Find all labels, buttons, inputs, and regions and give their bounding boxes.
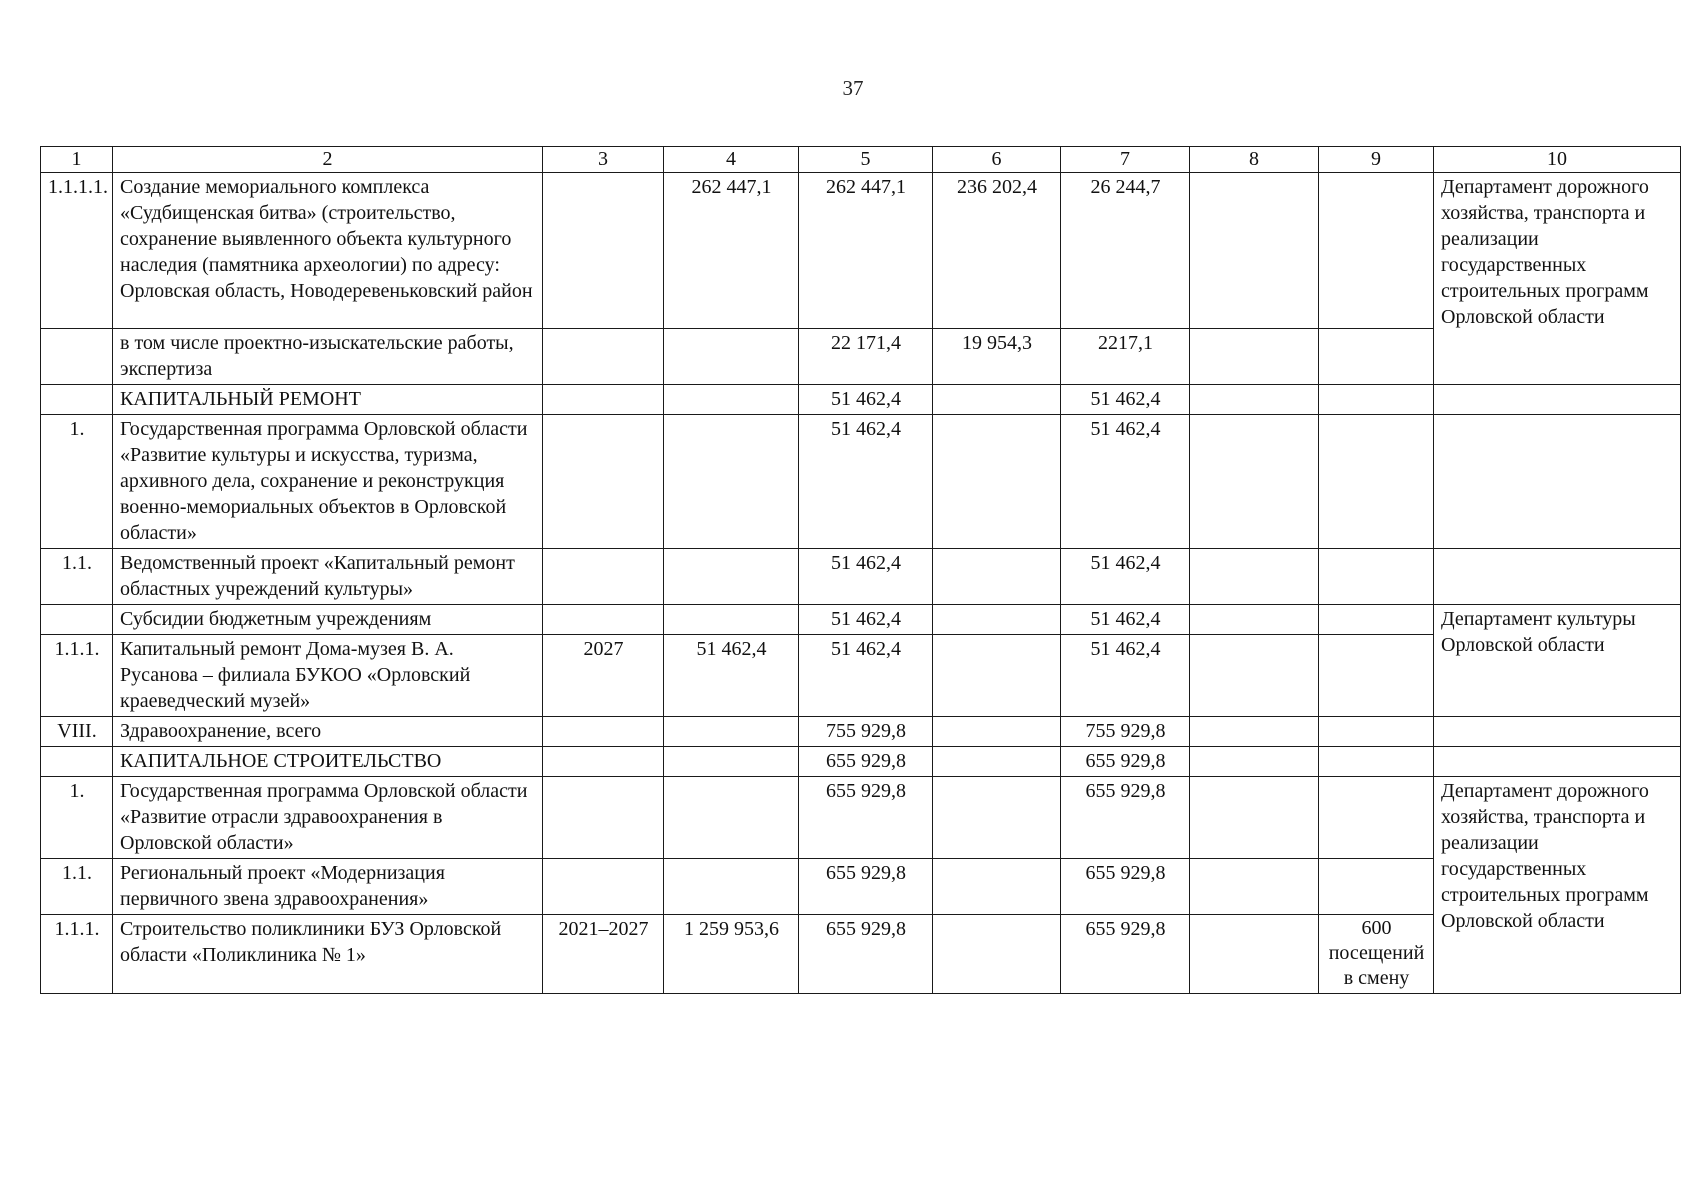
cell-col6 [933, 635, 1061, 717]
header-cell: 7 [1061, 147, 1190, 173]
cell-col10 [1434, 415, 1681, 549]
row-number: 1.1.1. [41, 915, 113, 994]
cell-col6 [933, 717, 1061, 747]
cell-col10 [1434, 385, 1681, 415]
table-row [41, 415, 1681, 549]
cell-col4 [664, 415, 799, 549]
cell-col5: 22 171,4 [799, 329, 933, 385]
row-name: Создание мемориального комплекса «Судбищенская битва» (строительство, сохранение выявленного объекта культурного наследия (памятника археологии) по адресу: Орловская область, Новодеревеньковский район [113, 173, 543, 329]
cell-col9 [1319, 415, 1434, 549]
row-number: 1. [41, 777, 113, 859]
cell-col3 [543, 329, 664, 385]
cell-col8 [1190, 549, 1319, 605]
cell-col4 [664, 385, 799, 415]
cell-col9 [1319, 605, 1434, 635]
row-number: VIII. [41, 717, 113, 747]
header-cell: 4 [664, 147, 799, 173]
table-row [41, 173, 1681, 329]
cell-col4: 262 447,1 [664, 173, 799, 329]
row-name: в том числе проектно-изыскательские работы, экспертиза [113, 329, 543, 385]
cell-col8 [1190, 635, 1319, 717]
row-number: 1.1. [41, 549, 113, 605]
row-number [41, 385, 113, 415]
header-cell: 2 [113, 147, 543, 173]
header-cell: 9 [1319, 147, 1434, 173]
responsible-department: Департамент дорожного хозяйства, транспорта и реализации государственных строительных программ Орловской области [1434, 173, 1681, 385]
cell-col5: 51 462,4 [799, 605, 933, 635]
cell-col9 [1319, 173, 1434, 329]
row-name: Капитальный ремонт Дома-музея В. А. Русанова – филиала БУКОО «Орловский краеведческий музей» [113, 635, 543, 717]
cell-col5: 655 929,8 [799, 915, 933, 994]
responsible-department: Департамент культуры Орловской области [1434, 605, 1681, 717]
cell-col4 [664, 859, 799, 915]
cell-col3 [543, 173, 664, 329]
cell-col6 [933, 605, 1061, 635]
cell-col10 [1434, 717, 1681, 747]
cell-col4 [664, 747, 799, 777]
row-name: Строительство поликлиники БУЗ Орловской области «Поликлиника № 1» [113, 915, 543, 994]
row-name: КАПИТАЛЬНЫЙ РЕМОНТ [113, 385, 543, 415]
cell-col6 [933, 859, 1061, 915]
cell-col7: 755 929,8 [1061, 717, 1190, 747]
table-row [41, 385, 1681, 415]
cell-col3: 2021–2027 [543, 915, 664, 994]
cell-col7: 655 929,8 [1061, 747, 1190, 777]
cell-col7: 655 929,8 [1061, 915, 1190, 994]
cell-col9 [1319, 777, 1434, 859]
cell-col9 [1319, 385, 1434, 415]
cell-col9 [1319, 635, 1434, 717]
cell-col4: 1 259 953,6 [664, 915, 799, 994]
row-name: Ведомственный проект «Капитальный ремонт областных учреждений культуры» [113, 549, 543, 605]
cell-col6 [933, 777, 1061, 859]
row-name: Государственная программа Орловской области «Развитие культуры и искусства, туризма, архивного дела, сохранение и реконструкция военно-мемориальных объектов в Орловской области» [113, 415, 543, 549]
row-name: Региональный проект «Модернизация первичного звена здравоохранения» [113, 859, 543, 915]
row-number: 1. [41, 415, 113, 549]
cell-col5: 755 929,8 [799, 717, 933, 747]
cell-col5: 262 447,1 [799, 173, 933, 329]
table-row [41, 777, 1681, 859]
cell-col3 [543, 549, 664, 605]
cell-col6 [933, 385, 1061, 415]
row-name: Здравоохранение, всего [113, 717, 543, 747]
cell-col8 [1190, 777, 1319, 859]
investment-table [40, 146, 1681, 994]
cell-col4 [664, 777, 799, 859]
cell-col7: 26 244,7 [1061, 173, 1190, 329]
cell-col7: 51 462,4 [1061, 385, 1190, 415]
cell-col8 [1190, 605, 1319, 635]
cell-col5: 655 929,8 [799, 777, 933, 859]
row-number: 1.1.1. [41, 635, 113, 717]
row-number [41, 747, 113, 777]
cell-col5: 655 929,8 [799, 747, 933, 777]
header-row [41, 147, 1681, 173]
cell-col8 [1190, 385, 1319, 415]
cell-col4 [664, 605, 799, 635]
responsible-department: Департамент дорожного хозяйства, транспорта и реализации государственных строительных программ Орловской области [1434, 777, 1681, 994]
cell-col9 [1319, 717, 1434, 747]
row-number: 1.1.1.1. [41, 173, 113, 329]
cell-col9 [1319, 859, 1434, 915]
cell-col3 [543, 747, 664, 777]
cell-col3: 2027 [543, 635, 664, 717]
cell-col8 [1190, 717, 1319, 747]
cell-col8 [1190, 329, 1319, 385]
cell-col4 [664, 549, 799, 605]
cell-col3 [543, 717, 664, 747]
header-cell: 5 [799, 147, 933, 173]
cell-col5: 51 462,4 [799, 385, 933, 415]
row-name: Государственная программа Орловской области «Развитие отрасли здравоохранения в Орловской области» [113, 777, 543, 859]
cell-col4 [664, 717, 799, 747]
cell-col7: 655 929,8 [1061, 859, 1190, 915]
cell-col6 [933, 915, 1061, 994]
cell-col7: 2217,1 [1061, 329, 1190, 385]
header-cell: 8 [1190, 147, 1319, 173]
table-row [41, 747, 1681, 777]
cell-col6: 19 954,3 [933, 329, 1061, 385]
cell-col7: 51 462,4 [1061, 549, 1190, 605]
cell-col9 [1319, 747, 1434, 777]
page-number: 37 [842, 76, 864, 100]
cell-col4: 51 462,4 [664, 635, 799, 717]
cell-col6 [933, 415, 1061, 549]
row-number [41, 329, 113, 385]
cell-col9 [1319, 549, 1434, 605]
cell-col5: 655 929,8 [799, 859, 933, 915]
cell-col8 [1190, 859, 1319, 915]
table-row [41, 605, 1681, 635]
cell-col10 [1434, 747, 1681, 777]
row-name: Субсидии бюджетным учреждениям [113, 605, 543, 635]
header-cell: 10 [1434, 147, 1681, 173]
cell-col6 [933, 747, 1061, 777]
cell-col8 [1190, 915, 1319, 994]
cell-col5: 51 462,4 [799, 415, 933, 549]
cell-col3 [543, 859, 664, 915]
header-cell: 3 [543, 147, 664, 173]
cell-col7: 655 929,8 [1061, 777, 1190, 859]
cell-col9: 600 посещений в смену [1319, 915, 1434, 994]
cell-col10 [1434, 549, 1681, 605]
cell-col7: 51 462,4 [1061, 605, 1190, 635]
row-number: 1.1. [41, 859, 113, 915]
cell-col3 [543, 415, 664, 549]
cell-col4 [664, 329, 799, 385]
cell-col8 [1190, 173, 1319, 329]
cell-col9 [1319, 329, 1434, 385]
cell-col3 [543, 777, 664, 859]
table-row [41, 549, 1681, 605]
cell-col7: 51 462,4 [1061, 415, 1190, 549]
header-cell: 1 [41, 147, 113, 173]
cell-col5: 51 462,4 [799, 635, 933, 717]
cell-col6 [933, 549, 1061, 605]
row-number [41, 605, 113, 635]
row-name: КАПИТАЛЬНОЕ СТРОИТЕЛЬСТВО [113, 747, 543, 777]
cell-col8 [1190, 747, 1319, 777]
table-row [41, 717, 1681, 747]
cell-col5: 51 462,4 [799, 549, 933, 605]
header-cell: 6 [933, 147, 1061, 173]
cell-col3 [543, 605, 664, 635]
cell-col8 [1190, 415, 1319, 549]
cell-col3 [543, 385, 664, 415]
cell-col6: 236 202,4 [933, 173, 1061, 329]
cell-col7: 51 462,4 [1061, 635, 1190, 717]
